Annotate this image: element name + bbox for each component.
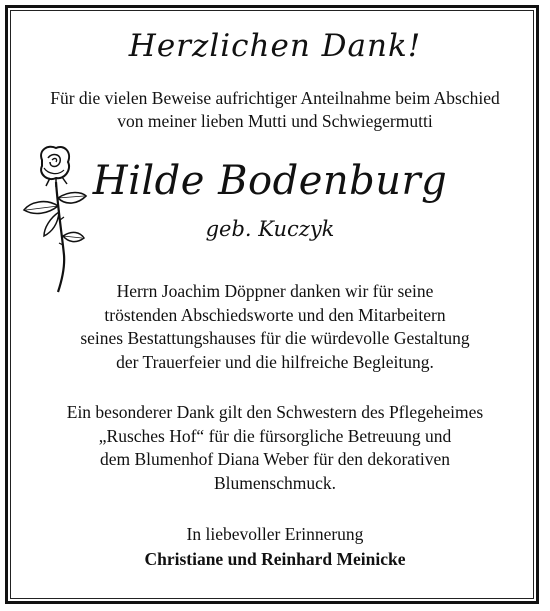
closing-block (0, 522, 550, 572)
intro-line: Für die vielen Beweise aufrichtiger Anteilnahme beim Abschied (50, 88, 500, 108)
intro-text (0, 87, 550, 133)
rose-icon (18, 140, 90, 295)
paragraph-line: der Trauerfeier und die hilfreiche Begleitung. (116, 351, 434, 372)
paragraph-thanks-undertaker (0, 280, 550, 374)
paragraph-thanks-care-home (0, 401, 550, 495)
paragraph-line: Ein besonderer Dank gilt den Schwestern des Pflegeheimes (66, 402, 484, 422)
paragraph-line: tröstenden Abschiedsworte und den Mitarbeitern (104, 304, 446, 325)
deceased-name: Hilde Bodenburg (92, 158, 448, 204)
maiden-name: geb. Kuczyk (205, 217, 335, 241)
signers: Christiane und Reinhard Meinicke (144, 549, 406, 569)
paragraph-line: „Rusches Hof“ für die fürsorgliche Betreuung und (98, 425, 452, 446)
thank-you-heading: Herzlichen Dank! (128, 28, 422, 64)
paragraph-line: dem Blumenhof Diana Weber für den dekorativen (99, 449, 451, 469)
intro-line: von meiner lieben Mutti und Schwiegermutti (117, 111, 433, 131)
closing-line: In liebevoller Erinnerung (186, 524, 364, 544)
paragraph-line: Blumenschmuck. (214, 472, 336, 493)
paragraph-line: seines Bestattungshauses für die würdevolle Gestaltung (80, 328, 470, 348)
paragraph-line: Herrn Joachim Döppner danken wir für seine (116, 281, 434, 301)
